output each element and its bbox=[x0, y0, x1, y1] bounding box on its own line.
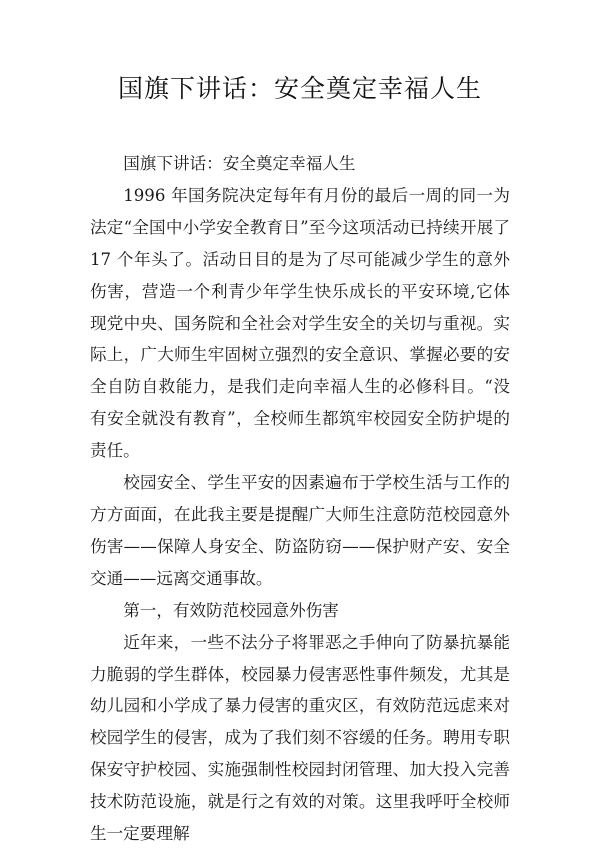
paragraph-heading: 国旗下讲话：安全奠定幸福人生 bbox=[123, 154, 356, 173]
document-title: 国旗下讲话：安全奠定幸福人生 bbox=[117, 74, 482, 103]
paragraph-section-one: 第一，有效防范校园意外伤害 bbox=[123, 600, 339, 620]
document-body bbox=[90, 148, 510, 850]
paragraph-safety-day: 1996 年国务院决定每年有月份的最后一周的同一为法定“全国中小学安全教育日”至今这项活动已持续开展了 17 个年头了。活动日目的是为了尽可能减少学生的意外伤害，营造一个利青少年学生快乐成长的平安环境,它体现党中央、国务院和全社会对学生安全的关切与重视。实际上，广大师生牢固树立强烈的安全意识、掌握必要的安全自防自救能力，是我们走向幸福人生的必修科目。“没有安全就没有教育”，全校师生都筑牢校园安全防护堤的责任。 bbox=[90, 185, 510, 461]
paragraph-violence-prevention: 近年来，一些不法分子将罪恶之手伸向了防暴抗暴能力脆弱的学生群体，校园暴力侵害恶性事件频发，尤其是幼儿园和小学成了暴力侵害的重灾区，有效防范远虑来对校园学生的侵害，成为了我们刻不容缓的任务。聘用专职保安守护校园、实施强制性校园封闭管理、加大投入完善技术防范设施，就是行之有效的对策。这里我呼吁全校师生一定要理解 bbox=[90, 632, 510, 844]
paragraph-campus-safety: 校园安全、学生平安的因素遍布于学校生活与工作的方方面面，在此我主要是提醒广大师生注意防范校园意外伤害——保障人身安全、防盗防窃——保护财产安、安全交通——远离交通事故。 bbox=[90, 473, 510, 588]
